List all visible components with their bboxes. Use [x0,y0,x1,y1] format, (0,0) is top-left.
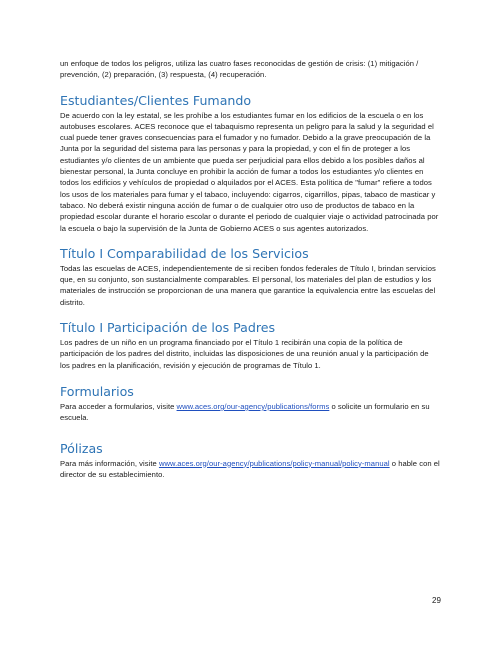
section-title-policies: Pólizas [60,440,103,456]
section-body-policies [60,458,440,481]
section-body-parents: Los padres de un niño en un programa financiado por el Título 1 recibirán una copia de la política de participación de los padres del distrito, incluidas las disposiciones de una reunión anual y la participación de los padres en la planificación, revisión y ejecución de programas de Título 1. [60,338,429,370]
section-title-parents: Título I Participación de los Padres [60,320,276,336]
section-parents [60,320,440,371]
section-forms [60,384,440,424]
section-body-comparability: Todas las escuelas de ACES, independientemente de si reciben fondos federales de Título I, brindan servicios que, en su conjunto, son sustancialmente comparables. El personal, los materiales del plan de estudios y los materiales de instrucción se proporcionan de una manera que garantice la equivalencia entre las escuelas del distrito. [60,263,436,307]
section-comparability [60,246,440,308]
section-title-smoking: Estudiantes/Clientes Fumando [60,92,252,108]
section-title-forms: Formularios [60,383,134,399]
section-body-forms [60,401,440,424]
section-smoking [60,93,440,234]
policies-text-before: Para más información, visite [60,458,159,468]
policies-text-after: o hable con el director de su establecimiento. [60,458,440,479]
intro-paragraph: un enfoque de todos los peligros, utiliza las cuatro fases reconocidas de gestión de crisis: (1) mitigación / prevención, (2) preparación, (3) respuesta, (4) recuperación. [60,59,419,80]
section-policies [60,441,440,481]
policies-link[interactable]: www.aces.org/our-agency/publications/policy-manual/policy-manual [158,458,390,468]
section-body-smoking: De acuerdo con la ley estatal, se les prohíbe a los estudiantes fumar en los edificios de la escuela o en los autobuses escolares. ACES reconoce que el tabaquismo representa un peligro para la salud y la seguridad el cual puede tener graves consecuencias para el fumador y no fumador. Debido a la grave preocupación de la Junta por la seguridad del sistema para las personas y para la propiedad, y con el fin de proteger a los estudiantes y/o clientes de un ambiente que pueda ser perjudicial para ellos debido a los posibles daños al bienestar personal, la Junta concluye en prohibir la acción de fumar a todos los estudiantes y/o clientes en todos los edificios y vehículos de propiedad o alquilados por el ACES. Esta política de "fumar" refiere a todos los usos de los materiales para fumar y el tabaco, incluyendo: cigarros, cigarrillos, pipas, tabaco de masticar y tabaco. No deberá existir ninguna acción de fumar o de cualquier otro uso de productos de tabaco en la propiedad escolar durante el horario escolar o durante el periodo de cualquier viaje o actividad patrocinada por la escuela o bajo la supervisión de la Junta de Gobierno ACES o sus agentes autorizados. [60,110,439,233]
forms-text-after: o solicite un formulario en su escuela. [60,401,430,423]
forms-text-before: Para acceder a formularios, visite [60,401,177,411]
forms-link[interactable]: www.aces.org/our-agency/publications/forms [176,401,330,411]
document-page [60,58,440,480]
section-title-comparability: Título I Comparabilidad de los Servicios [60,245,309,261]
page-number: 29 [432,596,441,605]
